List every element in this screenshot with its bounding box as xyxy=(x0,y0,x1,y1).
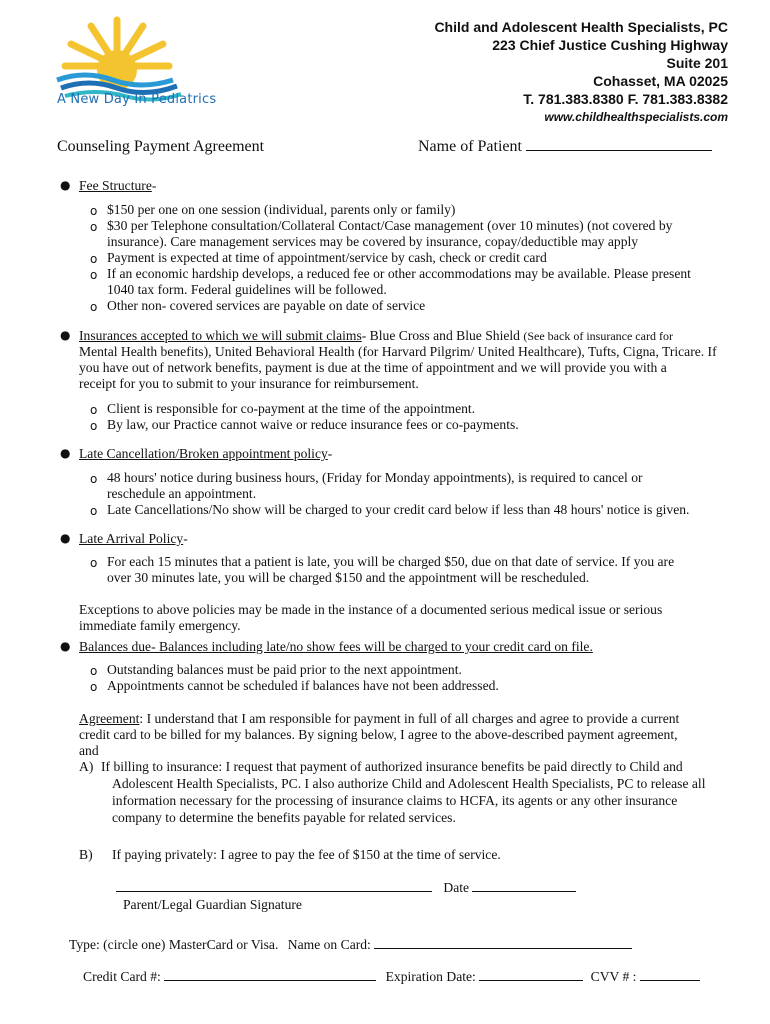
insurance-heading: Insurances accepted to which we will submit claims xyxy=(79,328,362,343)
circle-bullet-icon: o xyxy=(90,664,98,678)
bullet-icon: ● xyxy=(60,328,71,342)
document-title: Counseling Payment Agreement xyxy=(57,138,265,155)
phone-fax: T. 781.383.8380 F. 781.383.8382 xyxy=(523,91,728,107)
suite: Suite 201 xyxy=(666,55,728,71)
late-arrival-item: For each 15 minutes that a patient is late, you will be charged $50, due on that date of service. If you are xyxy=(107,554,675,569)
fee-structure-heading: Fee Structure- xyxy=(79,178,157,193)
fee-item-cont: insurance). Care management services may be covered by insurance, copay/deductible may apply xyxy=(107,234,639,249)
option-a-text: Adolescent Health Specialists, PC. I also authorize Child and Adolescent Health Specialists, PC to release all xyxy=(112,776,706,791)
balances-item: Appointments cannot be scheduled if balances have not been addressed. xyxy=(107,678,499,693)
circle-bullet-icon: o xyxy=(90,204,98,218)
card-number-field[interactable] xyxy=(164,969,376,981)
expiration-field[interactable] xyxy=(479,969,583,981)
signature-row xyxy=(116,880,576,896)
street-address: 223 Chief Justice Cushing Highway xyxy=(492,37,728,53)
fee-item: If an economic hardship develops, a reduced fee or other accommodations may be available. Please present xyxy=(107,266,691,281)
expiration-label: Expiration Date: xyxy=(385,969,476,984)
agreement-label: Agreement xyxy=(79,711,140,726)
exceptions-text: immediate family emergency. xyxy=(79,618,241,633)
card-type-label: Type: (circle one) MasterCard or Visa. xyxy=(69,937,279,952)
insurance-line: receipt for you to submit to your insurance for reimbursement. xyxy=(79,376,419,391)
date-field[interactable] xyxy=(472,880,576,892)
circle-bullet-icon: o xyxy=(90,680,98,694)
patient-name-row xyxy=(418,138,712,156)
practice-header xyxy=(434,18,728,126)
option-b-text: If paying privately: I agree to pay the fee of $150 at the time of service. xyxy=(112,847,501,862)
card-number-row xyxy=(83,969,700,985)
option-b-label: B) xyxy=(79,847,93,862)
option-a-text: If billing to insurance: I request that payment of authorized insurance benefits be paid directly to Child and xyxy=(101,759,683,774)
bullet-icon: ● xyxy=(60,639,71,653)
card-type-row xyxy=(69,937,632,953)
insurance-line: Mental Health benefits), United Behavioral Health (for Harvard Pilgrim/ United Healthcare), Tufts, Cigna, Tricare. If xyxy=(79,344,717,359)
name-on-card-field[interactable] xyxy=(374,937,632,949)
fee-item: $30 per Telephone consultation/Collateral Contact/Case management (over 10 minutes) (not covered by xyxy=(107,218,673,233)
insurance-item: By law, our Practice cannot waive or reduce insurance fees or co-payments. xyxy=(107,417,519,432)
website-link[interactable]: www.childhealthspecialists.com xyxy=(544,110,728,124)
insurance-item: Client is responsible for co-payment at the time of the appointment. xyxy=(107,401,476,416)
agreement-line: and xyxy=(79,743,99,758)
option-a-label: A) xyxy=(79,759,94,774)
practice-name: Child and Adolescent Health Specialists, PC xyxy=(434,19,728,35)
logo-tagline: A New Day In Pediatrics xyxy=(57,92,217,107)
late-cancel-heading: Late Cancellation/Broken appointment policy- xyxy=(79,446,333,461)
late-arrival-heading: Late Arrival Policy- xyxy=(79,531,188,546)
late-arrival-item-cont: over 30 minutes late, you will be charged $150 and the appointment will be rescheduled. xyxy=(107,570,590,585)
fee-item: $150 per one on one session (individual, parents only or family) xyxy=(107,202,456,217)
fee-item-cont: 1040 tax form. Federal guidelines will be followed. xyxy=(107,282,387,297)
signature-label: Parent/Legal Guardian Signature xyxy=(123,897,302,912)
circle-bullet-icon: o xyxy=(90,220,98,234)
circle-bullet-icon: o xyxy=(90,300,98,314)
name-on-card-label: Name on Card: xyxy=(287,937,371,952)
circle-bullet-icon: o xyxy=(90,419,98,433)
insurance-line: you have out of network benefits, payment is due at the time of appointment and we will provide you with a xyxy=(79,360,667,375)
circle-bullet-icon: o xyxy=(90,252,98,266)
patient-name-field[interactable] xyxy=(526,139,712,151)
option-a-text: information necessary for the processing of insurance claims to HCFA, its agents or any other insurance xyxy=(112,793,678,808)
circle-bullet-icon: o xyxy=(90,472,98,486)
late-cancel-item-cont: reschedule an appointment. xyxy=(107,486,257,501)
balances-heading: Balances due- Balances including late/no show fees will be charged to your credit card on file. xyxy=(79,639,593,654)
fee-item: Other non- covered services are payable on date of service xyxy=(107,298,426,313)
late-cancel-item: 48 hours' notice during business hours, (Friday for Monday appointments), is required to cancel or xyxy=(107,470,643,485)
signature-field[interactable] xyxy=(116,880,432,892)
card-number-label: Credit Card #: xyxy=(83,969,161,984)
circle-bullet-icon: o xyxy=(90,556,98,570)
bullet-icon: ● xyxy=(60,178,71,192)
circle-bullet-icon: o xyxy=(90,268,98,282)
late-cancel-item: Late Cancellations/No show will be charged to your credit card below if less than 48 hours' notice is given. xyxy=(107,502,690,517)
bullet-icon: ● xyxy=(60,531,71,545)
cvv-field[interactable] xyxy=(640,969,700,981)
balances-item: Outstanding balances must be paid prior to the next appointment. xyxy=(107,662,462,677)
agreement-line: credit card to be billed for my balances. By signing below, I agree to the above-described payment agreement, xyxy=(79,727,678,742)
circle-bullet-icon: o xyxy=(90,504,98,518)
cvv-label: CVV # : xyxy=(590,969,637,984)
bullet-icon: ● xyxy=(60,446,71,460)
circle-bullet-icon: o xyxy=(90,403,98,417)
date-label: Date xyxy=(443,880,470,895)
exceptions-text: Exceptions to above policies may be made in the instance of a documented serious medical issue or serious xyxy=(79,602,663,617)
option-a-text: company to determine the benefits payable for related services. xyxy=(112,810,456,825)
insurance-line: Insurances accepted to which we will submit claims- Blue Cross and Blue Shield (See back of insurance card for xyxy=(79,328,673,343)
fee-item: Payment is expected at time of appointment/service by cash, check or credit card xyxy=(107,250,547,265)
patient-name-label: Name of Patient xyxy=(418,138,522,155)
city-state-zip: Cohasset, MA 02025 xyxy=(593,73,728,89)
agreement-line: Agreement: I understand that I am responsible for payment in full of all charges and agree to provide a current xyxy=(79,711,680,726)
